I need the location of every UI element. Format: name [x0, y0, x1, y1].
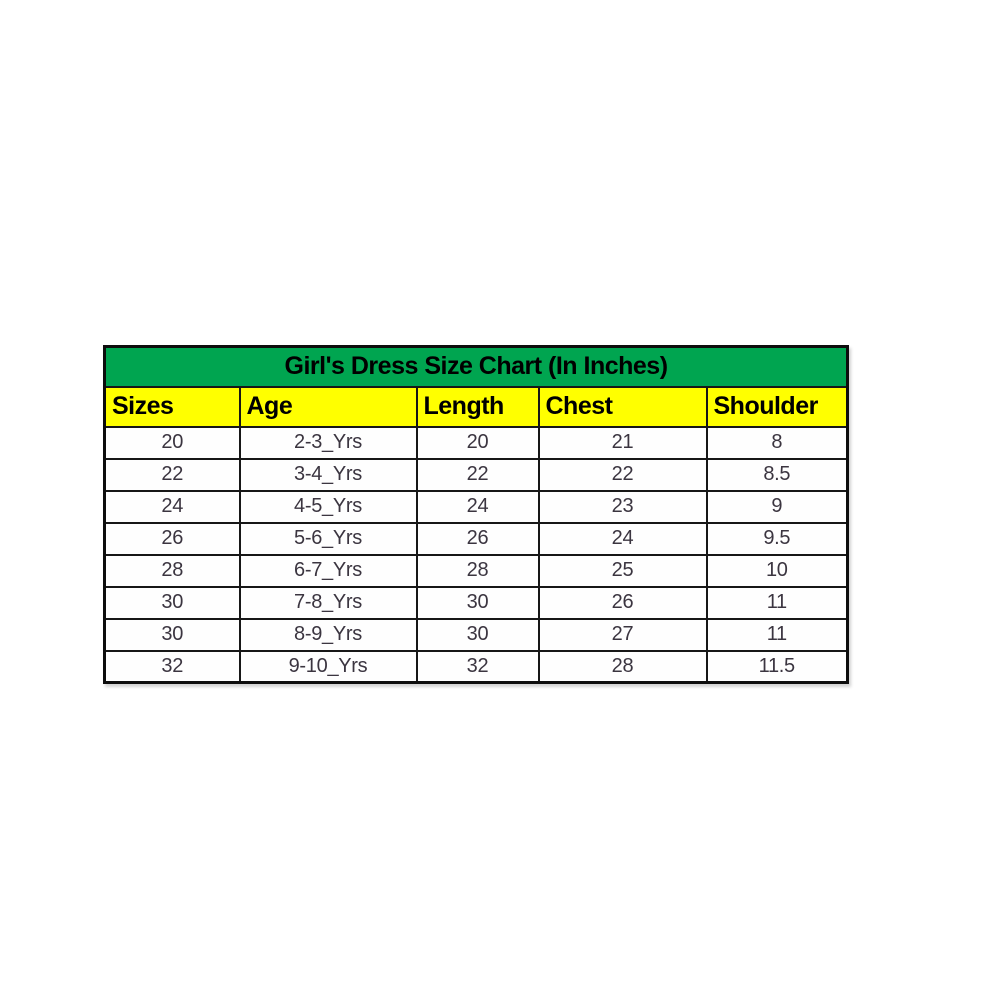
table-cell: 28: [539, 651, 707, 683]
table-cell: 30: [417, 619, 539, 651]
table-cell: 11.5: [707, 651, 848, 683]
table-cell: 4-5_Yrs: [240, 491, 417, 523]
table-cell: 6-7_Yrs: [240, 555, 417, 587]
table-cell: 22: [417, 459, 539, 491]
column-header: Chest: [539, 387, 707, 427]
table-cell: 21: [539, 427, 707, 459]
table-cell: 2-3_Yrs: [240, 427, 417, 459]
header-row: [105, 387, 848, 427]
table-cell: 27: [539, 619, 707, 651]
table-cell: 11: [707, 619, 848, 651]
table-row: [105, 523, 848, 555]
title-row: [105, 347, 848, 387]
table-cell: 7-8_Yrs: [240, 587, 417, 619]
table-cell: 26: [105, 523, 240, 555]
column-header: Age: [240, 387, 417, 427]
table-cell: 28: [105, 555, 240, 587]
table-cell: 20: [417, 427, 539, 459]
column-header: Shoulder: [707, 387, 848, 427]
table-cell: 24: [105, 491, 240, 523]
table-cell: 9-10_Yrs: [240, 651, 417, 683]
table-row: [105, 587, 848, 619]
table-cell: 9.5: [707, 523, 848, 555]
column-header: Length: [417, 387, 539, 427]
size-chart-table: [103, 345, 849, 684]
table-row: [105, 491, 848, 523]
table-cell: 30: [105, 587, 240, 619]
table-cell: 28: [417, 555, 539, 587]
table-cell: 26: [417, 523, 539, 555]
table-row: [105, 619, 848, 651]
table-cell: 9: [707, 491, 848, 523]
table-cell: 32: [417, 651, 539, 683]
table-body: [105, 427, 848, 683]
table-cell: 24: [539, 523, 707, 555]
table-cell: 30: [105, 619, 240, 651]
table-cell: 8.5: [707, 459, 848, 491]
table-row: [105, 459, 848, 491]
table-cell: 20: [105, 427, 240, 459]
table-row: [105, 555, 848, 587]
table-cell: 24: [417, 491, 539, 523]
table-cell: 8-9_Yrs: [240, 619, 417, 651]
table-title: Girl's Dress Size Chart (In Inches): [105, 347, 848, 387]
table-row: [105, 427, 848, 459]
table-cell: 22: [539, 459, 707, 491]
column-header: Sizes: [105, 387, 240, 427]
table-cell: 25: [539, 555, 707, 587]
table-cell: 10: [707, 555, 848, 587]
table-cell: 32: [105, 651, 240, 683]
table-cell: 8: [707, 427, 848, 459]
table-row: [105, 651, 848, 683]
table-cell: 5-6_Yrs: [240, 523, 417, 555]
table-cell: 26: [539, 587, 707, 619]
table-cell: 30: [417, 587, 539, 619]
table-cell: 11: [707, 587, 848, 619]
table-cell: 23: [539, 491, 707, 523]
table-cell: 3-4_Yrs: [240, 459, 417, 491]
table-cell: 22: [105, 459, 240, 491]
